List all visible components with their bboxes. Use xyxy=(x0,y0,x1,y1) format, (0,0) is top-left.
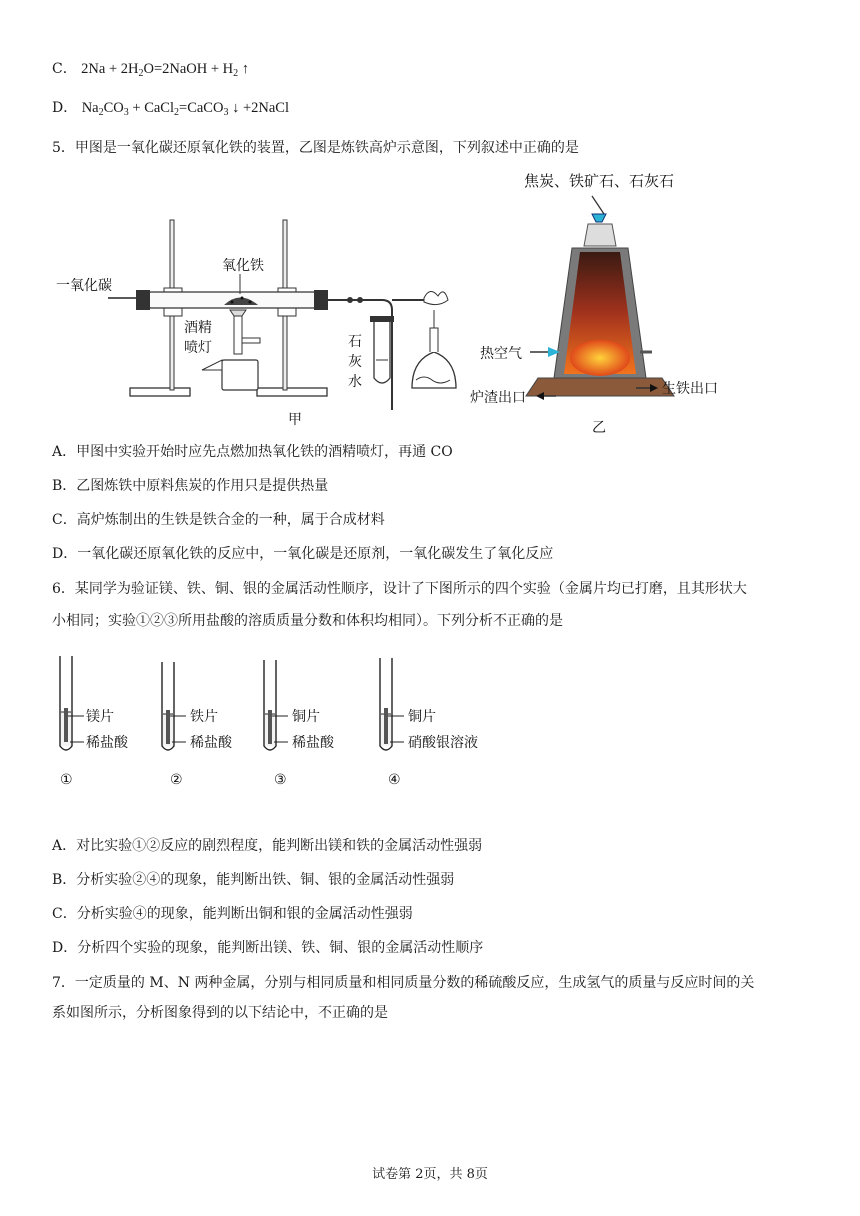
q6-option-a: A．对比实验①②反应的剧烈程度，能判断出镁和铁的金属活动性强弱 xyxy=(52,838,483,854)
q4-option-d-formula: $Na_2CO_3$ + CaCl$_2$=CaCO$_3$ ↓ +2NaCl xyxy=(81,100,289,118)
label-limewater-1: 石 xyxy=(348,334,362,350)
test-tube-1 xyxy=(60,656,129,788)
label-iron-outlet: 生铁出口 xyxy=(662,381,718,397)
test-tube-2 xyxy=(162,662,233,788)
q4-option-c: C． $2Na + 2H_2O=2NaOH + H_2$ ↑ xyxy=(52,61,250,79)
label-lamp-1: 酒精 xyxy=(184,320,212,336)
label-co: 一氧化碳 xyxy=(56,278,112,294)
figure-yi-blast-furnace xyxy=(468,168,748,438)
test-tube-3 xyxy=(264,660,335,788)
q7-stem-line1: 7．一定质量的 M、N 两种金属，分别与相同质量和相同质量分数的稀硫酸反应，生成氢气的质量与反应时间的关 xyxy=(52,975,755,991)
tube-3-number: ③ xyxy=(274,772,287,788)
test-tube-4 xyxy=(380,658,478,788)
tube-2-metal: 铁片 xyxy=(190,709,218,725)
figure-jia-apparatus xyxy=(52,210,472,440)
q4-option-c-formula: $2Na + 2H_2O=2NaOH + H_2$ ↑ xyxy=(81,61,250,79)
q6-stem-line1: 6．某同学为验证镁、铁、铜、银的金属活动性顺序，设计了下图所示的四个实验（金属片均已打磨，且其形状大 xyxy=(52,581,747,597)
q6-option-c: C．分析实验④的现象，能判断出铜和银的金属活动性强弱 xyxy=(52,906,413,922)
q5-stem: 5．甲图是一氧化碳还原氧化铁的装置，乙图是炼铁高炉示意图，下列叙述中正确的是 xyxy=(52,140,579,156)
tube-4-solution: 硝酸银溶液 xyxy=(408,735,478,751)
label-iron-oxide: 氧化铁 xyxy=(222,258,264,274)
label-raw-materials: 焦炭、铁矿石、石灰石 xyxy=(524,172,675,190)
q6-stem-line2: 小相同；实验①②③所用盐酸的溶质质量分数和体积均相同）。下列分析不正确的是 xyxy=(52,613,563,629)
label-slag-outlet: 炉渣出口 xyxy=(470,390,526,406)
q5-option-c: C．高炉炼制出的生铁是铁合金的一种，属于合成材料 xyxy=(52,512,385,528)
q6-option-d: D．分析四个实验的现象，能判断出镁、铁、铜、银的金属活动性顺序 xyxy=(52,940,484,956)
tube-1-solution: 稀盐酸 xyxy=(86,735,128,751)
q5-option-d: D．一氧化碳还原氧化铁的反应中，一氧化碳是还原剂，一氧化碳发生了氧化反应 xyxy=(52,546,554,562)
tube-1-number: ① xyxy=(60,772,73,788)
label-hot-air: 热空气 xyxy=(480,346,522,362)
label-limewater-3: 水 xyxy=(348,374,362,390)
q5-option-a: A．甲图中实验开始时应先点燃加热氧化铁的酒精喷灯，再通 CO xyxy=(52,444,453,460)
q6-option-b: B．分析实验②④的现象，能判断出铁、铜、银的金属活动性强弱 xyxy=(52,872,455,888)
tube-3-metal: 铜片 xyxy=(292,709,320,725)
tube-1-metal: 镁片 xyxy=(86,709,114,725)
figure-q6-test-tubes xyxy=(52,650,512,800)
q5-option-b: B．乙图炼铁中原料焦炭的作用只是提供热量 xyxy=(52,478,329,494)
label-limewater-2: 灰 xyxy=(348,354,362,370)
page-footer: 试卷第 2页，共 8页 xyxy=(372,1167,488,1182)
label-lamp-2: 喷灯 xyxy=(184,340,212,356)
caption-yi: 乙 xyxy=(592,420,606,436)
q4-option-d: D． $Na_2CO_3$ + CaCl$_2$=CaCO$_3$ ↓ +2NaCl xyxy=(52,100,289,118)
q7-stem-line2: 系如图所示，分析图象得到的以下结论中，不正确的是 xyxy=(52,1005,388,1021)
tube-4-metal: 铜片 xyxy=(408,709,436,725)
tube-2-number: ② xyxy=(170,772,183,788)
tube-3-solution: 稀盐酸 xyxy=(292,735,334,751)
tube-4-number: ④ xyxy=(388,772,401,788)
caption-jia: 甲 xyxy=(288,412,302,428)
tube-2-solution: 稀盐酸 xyxy=(190,735,232,751)
